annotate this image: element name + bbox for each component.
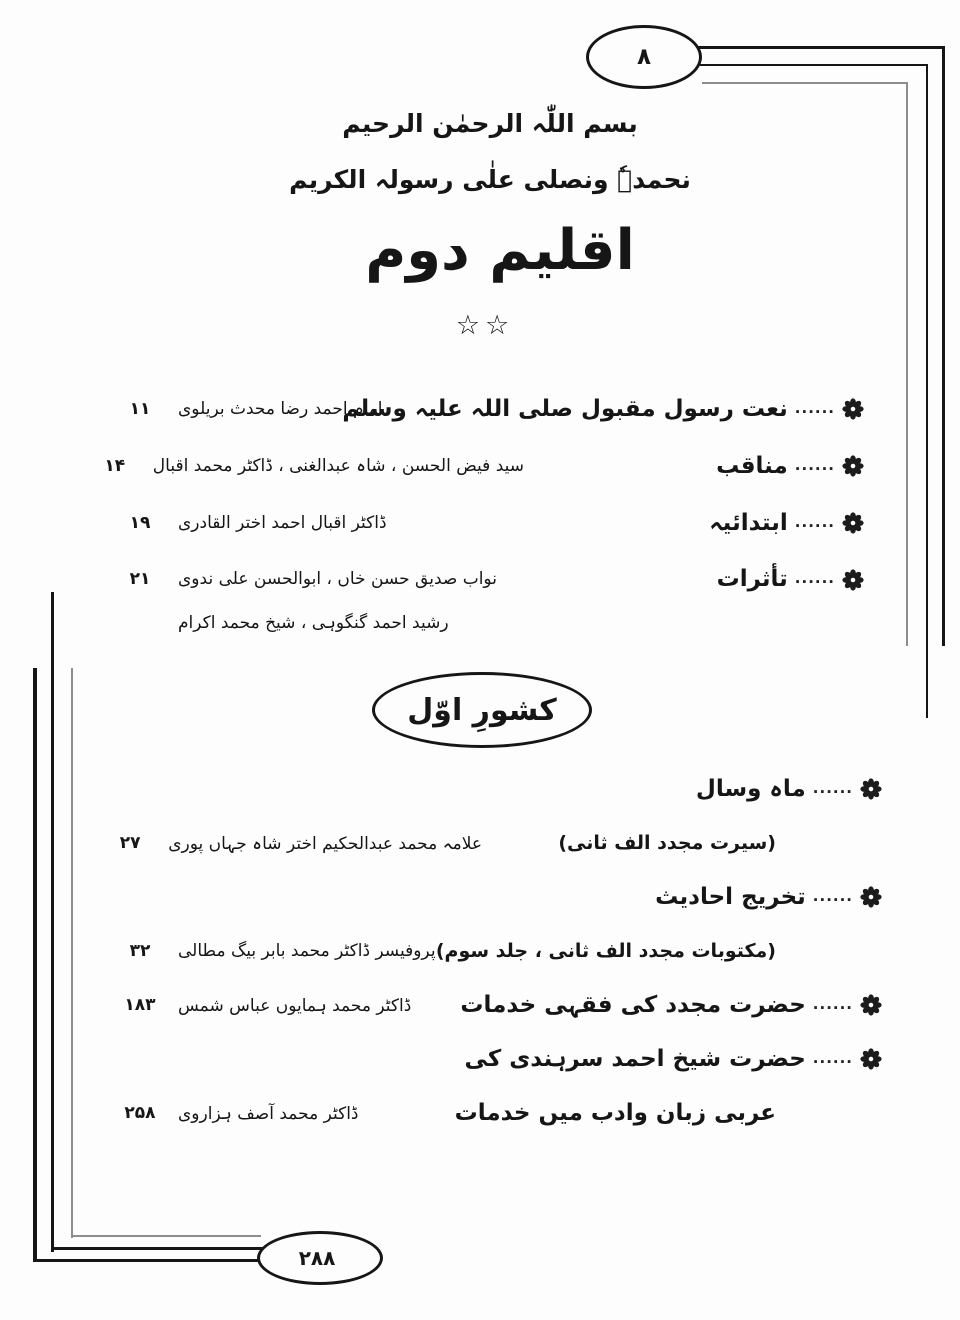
- toc-entry-authors: [172, 551, 524, 645]
- section-divider-label: کشورِ اوّل: [407, 692, 557, 728]
- toc-row: [108, 816, 882, 870]
- leader-dots: ......: [812, 887, 853, 905]
- toc-entry-authors: ڈاکٹر محمد ہمایوں عباس شمس: [178, 995, 412, 1016]
- page-number-bottom: ۲۸۸: [298, 1246, 336, 1270]
- frame-line-right-middle: [926, 64, 928, 718]
- bismillah-line2: نحمدہٗ ونصلی علٰی رسولہ الکریم: [289, 165, 691, 194]
- flower-ornament-icon: [842, 569, 864, 591]
- toc-entry-title-continued: عربی زبان وادب میں خدمات: [454, 1100, 776, 1126]
- flower-ornament-icon: [860, 994, 882, 1016]
- leader-dots: ......: [812, 995, 853, 1013]
- toc-entry-subtitle: (سیرت مجدد الف ثانی): [558, 832, 776, 854]
- leader-dots: ......: [794, 512, 835, 531]
- toc-entry-page-number: ۱۱: [129, 398, 151, 419]
- toc-entry-authors: ڈاکٹر اقبال احمد اختر القادری: [178, 512, 387, 533]
- flower-ornament-icon: [842, 398, 864, 420]
- toc-row: [104, 437, 864, 494]
- toc-entry-authors: علامہ محمد عبدالحکیم اختر شاہ جہاں پوری: [168, 833, 482, 854]
- toc-entry-title: ابتدائیہ: [709, 509, 788, 536]
- page-number-top: ۸: [636, 44, 652, 70]
- frame-line-top-right-outer: [698, 46, 945, 49]
- page-number-bottom-oval: [257, 1231, 383, 1285]
- toc-entry-subtitle: (مکتوبات مجدد الف ثانی ، جلد سوم): [435, 940, 776, 962]
- toc-entry-title: تخریج احادیث: [655, 884, 806, 910]
- volume-title: اقلیم دوم: [365, 218, 635, 283]
- leader-dots: ......: [812, 779, 853, 797]
- flower-ornament-icon: [842, 455, 864, 477]
- toc-row: [108, 924, 882, 978]
- toc-row: [108, 978, 882, 1032]
- toc-entry-authors-line1: نواب صدیق حسن خاں ، ابوالحسن علی ندوی: [178, 569, 497, 589]
- bismillah-block: [270, 96, 710, 208]
- toc-entry-title: نعت رسول مقبول صلی اللہ علیہ وسلم: [342, 395, 788, 422]
- toc-entry-page-number: ۱۹: [129, 512, 151, 533]
- flower-ornament-icon: [860, 886, 882, 908]
- frame-line-right-inner: [906, 82, 908, 646]
- section-divider-oval: [372, 672, 592, 748]
- toc-entry-authors-line2: رشید احمد گنگوہی ، شیخ محمد اکرام: [178, 613, 449, 633]
- frame-line-top-right-inner: [702, 82, 908, 84]
- leader-dots: ......: [794, 455, 835, 474]
- toc-entry-page-number: ۲۵۸: [124, 1103, 156, 1123]
- toc-entry-title: حضرت شیخ احمد سرہندی کی: [464, 1046, 806, 1072]
- toc-row: [108, 380, 864, 437]
- toc-entry-page-number: ۱۴: [104, 455, 126, 476]
- frame-line-right-outer: [942, 46, 945, 646]
- frame-line-bottom-outer: [33, 1259, 268, 1262]
- page-number-top-oval: [586, 25, 702, 89]
- frame-line-bottom-inner: [71, 1235, 261, 1237]
- frame-line-left-outer: [33, 668, 37, 1262]
- toc-entry-title: مناقب: [716, 452, 788, 479]
- toc-entry-authors: ڈاکٹر محمد آصف ہزاروی: [178, 1103, 359, 1124]
- toc-row: [108, 1032, 882, 1086]
- toc-row: [108, 494, 864, 551]
- toc-entry-authors: پروفیسر ڈاکٹر محمد بابر بیگ مطالی: [178, 941, 436, 961]
- toc-entry-page-number: ۲۱: [129, 569, 151, 589]
- flower-ornament-icon: [860, 778, 882, 800]
- toc-row: [108, 870, 882, 924]
- toc-entry-page-number: ۳۲: [129, 941, 151, 961]
- frame-line-left-inner: [71, 668, 73, 1238]
- toc-entry-page-number: ۱۸۳: [124, 995, 156, 1015]
- leader-dots: ......: [812, 1049, 853, 1067]
- flower-ornament-icon: [842, 512, 864, 534]
- toc-entry-authors: سید فیض الحسن ، شاہ عبدالغنی ، ڈاکٹر محمد اقبال: [152, 456, 524, 476]
- bismillah-line1: بسم اللّٰہ الرحمٰن الرحیم: [342, 109, 638, 138]
- toc-part2: [108, 762, 882, 1140]
- frame-line-bottom-middle: [51, 1247, 266, 1250]
- toc-row: [108, 551, 864, 651]
- toc-row: [108, 762, 882, 816]
- frame-line-top-right-middle: [700, 64, 928, 66]
- toc-entry-page-number: ۲۷: [119, 833, 141, 853]
- flower-ornament-icon: [860, 1048, 882, 1070]
- toc-entry-title: ماہ وسال: [695, 776, 806, 802]
- frame-line-left-middle: [51, 592, 54, 1252]
- leader-dots: ......: [794, 569, 835, 587]
- toc-entry-title: حضرت مجدد کی فقہی خدمات: [460, 992, 806, 1018]
- leader-dots: ......: [794, 398, 835, 417]
- stars-decoration: ☆☆: [455, 310, 515, 341]
- toc-entry-title: تأثرات: [716, 566, 788, 592]
- toc-part1: [104, 380, 864, 651]
- toc-row: [108, 1086, 882, 1140]
- toc-entry-authors: امام احمد رضا محدث بریلوی: [178, 398, 383, 419]
